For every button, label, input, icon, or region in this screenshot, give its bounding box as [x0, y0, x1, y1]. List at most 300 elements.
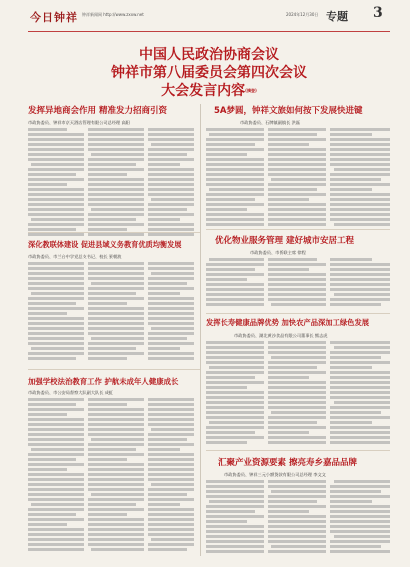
body-text-line — [88, 317, 144, 320]
article-body-lawedu-col2 — [88, 398, 144, 556]
body-text-line — [148, 488, 194, 491]
body-text-line — [88, 267, 144, 270]
body-text-line — [91, 493, 144, 496]
body-text-line — [330, 381, 390, 384]
body-text-line — [148, 158, 194, 161]
article-title-longevity: 发挥长寿健康品牌优势 加快农产品深加工绿色发展 — [206, 318, 370, 327]
body-text-line — [28, 277, 84, 280]
body-text-line — [28, 398, 84, 401]
body-text-line — [268, 495, 326, 498]
body-text-line — [330, 278, 390, 281]
article-title-lawedu: 加强学校法治教育工作 护航未成年人健康成长 — [28, 377, 179, 386]
body-text-line — [209, 133, 264, 136]
body-text-line — [330, 273, 390, 276]
body-text-line — [206, 510, 255, 513]
body-text-line — [268, 366, 317, 369]
article-title-industry: 汇聚产业资源要素 擦亮寿乡嘉品品牌 — [218, 458, 357, 468]
body-text-line — [209, 366, 264, 369]
body-text-line — [28, 493, 84, 496]
body-text-line — [334, 223, 390, 226]
body-text-line — [206, 223, 264, 226]
body-text-line — [330, 268, 390, 271]
body-text-line — [28, 352, 84, 355]
body-text-line — [330, 490, 381, 493]
body-text-line — [330, 441, 390, 444]
body-text-line — [148, 508, 194, 511]
body-text-line — [148, 468, 194, 471]
body-text-line — [151, 428, 194, 431]
body-text-line — [268, 143, 309, 146]
article-title-property: 优化物业服务管理 建好城市安居工程 — [215, 236, 354, 246]
body-text-line — [28, 287, 84, 290]
body-text-line — [151, 483, 194, 486]
body-text-line — [91, 548, 144, 551]
body-text-line — [268, 540, 326, 543]
body-text-line — [206, 218, 264, 221]
body-text-line — [268, 341, 326, 344]
body-text-line — [206, 183, 264, 186]
body-text-line — [148, 297, 194, 300]
body-text-line — [148, 292, 180, 295]
body-text-line — [88, 163, 136, 166]
body-text-line — [148, 138, 194, 141]
body-text-line — [330, 298, 390, 301]
body-text-line — [268, 213, 326, 216]
article-body-education-col1 — [28, 262, 84, 366]
body-text-line — [330, 303, 381, 306]
body-text-line — [206, 203, 264, 206]
body-text-line — [88, 143, 144, 146]
body-text-line — [206, 173, 264, 176]
body-text-line — [88, 183, 144, 186]
body-text-line — [88, 327, 144, 330]
body-text-line — [206, 401, 264, 404]
body-text-line — [148, 203, 194, 206]
body-text-line — [268, 480, 326, 483]
article-body-lawedu-col1 — [28, 398, 84, 556]
body-text-line — [88, 218, 136, 221]
body-text-line — [88, 193, 144, 196]
body-text-line — [28, 228, 76, 231]
headline-line-3-text: 大会发言内容 — [161, 83, 246, 99]
body-text-line — [330, 371, 390, 374]
body-text-line — [206, 283, 264, 286]
body-text-line — [28, 543, 84, 546]
body-text-line — [88, 528, 144, 531]
body-text-line — [28, 332, 84, 335]
body-text-line — [151, 327, 194, 330]
body-text-line — [209, 188, 264, 191]
article-title-tourism: 5A梦圆，钟祥文旅如何按下发展快进键 — [214, 106, 363, 116]
body-text-line — [148, 413, 194, 416]
body-text-line — [206, 128, 264, 131]
body-text-line — [88, 498, 144, 501]
body-text-line — [330, 436, 390, 439]
body-text-line — [330, 386, 390, 389]
body-text-line — [206, 550, 264, 553]
body-text-line — [28, 262, 84, 265]
body-text-line — [88, 307, 144, 310]
body-text-line — [268, 525, 326, 528]
body-text-line — [206, 411, 264, 414]
body-text-line — [268, 406, 326, 409]
body-text-line — [88, 473, 144, 476]
body-text-line — [28, 513, 76, 516]
body-text-line — [148, 267, 194, 270]
body-text-line — [31, 163, 84, 166]
article-body-industry-col2 — [268, 480, 326, 556]
body-text-line — [28, 468, 67, 471]
body-text-line — [88, 292, 136, 295]
body-text-line — [88, 423, 144, 426]
body-text-line — [148, 287, 194, 290]
body-text-line — [28, 433, 84, 436]
body-text-line — [206, 341, 264, 344]
body-text-line — [28, 408, 84, 411]
body-text-line — [28, 473, 84, 476]
header-rule — [28, 31, 390, 32]
body-text-line — [88, 347, 136, 350]
body-text-line — [88, 332, 144, 335]
headline-note: (摘登) — [245, 88, 257, 93]
body-text-line — [268, 218, 326, 221]
body-text-line — [148, 228, 194, 231]
body-text-line — [28, 463, 84, 466]
body-text-line — [206, 293, 264, 296]
body-text-line — [268, 193, 326, 196]
article-body-tourism-col3 — [330, 128, 390, 228]
body-text-line — [268, 391, 326, 394]
body-text-line — [88, 453, 144, 456]
body-text-line — [28, 267, 84, 270]
site-url: 钟祥新闻网 http://www.zxxw.net — [82, 12, 144, 17]
body-text-line — [330, 431, 390, 434]
body-text-line — [148, 503, 180, 506]
body-text-line — [88, 533, 144, 536]
body-text-line — [206, 213, 264, 216]
body-text-line — [31, 347, 84, 350]
body-text-line — [88, 352, 144, 355]
body-text-line — [88, 518, 144, 521]
body-text-line — [206, 303, 264, 306]
body-text-line — [91, 208, 144, 211]
body-text-line — [88, 413, 144, 416]
body-text-line — [271, 178, 326, 181]
body-text-line — [330, 158, 390, 161]
body-text-line — [88, 198, 144, 201]
body-text-line — [206, 371, 264, 374]
body-text-line — [28, 533, 84, 536]
body-text-line — [330, 396, 390, 399]
article-body-longevity-col2 — [268, 341, 326, 446]
article-body-industry-col3 — [330, 480, 390, 556]
body-text-line — [206, 545, 264, 548]
body-text-line — [268, 371, 326, 374]
body-text-line — [209, 500, 264, 503]
body-text-line — [330, 525, 390, 528]
body-text-line — [330, 173, 390, 176]
body-text-line — [330, 540, 390, 543]
body-text-line — [206, 431, 255, 434]
body-text-line — [268, 535, 326, 538]
body-text-line — [28, 307, 84, 310]
body-text-line — [206, 198, 255, 201]
body-text-line — [148, 347, 180, 350]
body-text-line — [28, 282, 84, 285]
body-text-line — [330, 545, 381, 548]
body-text-line — [88, 433, 144, 436]
body-text-line — [88, 158, 144, 161]
body-text-line — [88, 538, 144, 541]
body-text-line — [206, 361, 264, 364]
body-text-line — [28, 443, 84, 446]
body-text-line — [88, 322, 144, 325]
article-divider — [28, 232, 200, 233]
body-text-line — [268, 426, 326, 429]
article-body-lawedu-col3 — [148, 398, 194, 556]
article-body-tourism-col2 — [268, 128, 326, 228]
body-text-line — [206, 530, 264, 533]
body-text-line — [330, 500, 372, 503]
body-text-line — [268, 148, 326, 151]
body-text-line — [268, 223, 326, 226]
body-text-line — [91, 438, 144, 441]
body-text-line — [28, 498, 84, 501]
body-text-line — [268, 173, 326, 176]
body-text-line — [31, 503, 84, 506]
body-text-line — [148, 168, 194, 171]
body-text-line — [271, 303, 326, 306]
body-text-line — [268, 293, 326, 296]
article-body-education-col3 — [148, 262, 194, 366]
body-text-line — [148, 403, 194, 406]
column-divider — [200, 104, 201, 556]
body-text-line — [330, 485, 390, 488]
body-text-line — [148, 433, 194, 436]
body-text-line — [330, 495, 390, 498]
body-text-line — [28, 312, 67, 315]
body-text-line — [91, 337, 144, 340]
article-body-longevity-col1 — [206, 341, 264, 446]
body-text-line — [28, 458, 76, 461]
body-text-line — [268, 188, 317, 191]
body-text-line — [148, 282, 187, 285]
body-text-line — [28, 138, 84, 141]
body-text-line — [91, 153, 144, 156]
body-text-line — [330, 128, 390, 131]
body-text-line — [28, 128, 67, 131]
body-text-line — [148, 153, 187, 156]
body-text-line — [330, 153, 390, 156]
article-body-business-col3 — [148, 128, 194, 240]
body-text-line — [148, 337, 187, 340]
body-text-line — [330, 426, 390, 429]
body-text-line — [28, 453, 84, 456]
body-text-line — [28, 548, 84, 551]
body-text-line — [88, 138, 144, 141]
body-text-line — [206, 168, 264, 171]
body-text-line — [28, 488, 84, 491]
body-text-line — [28, 302, 76, 305]
body-text-line — [206, 208, 247, 211]
body-text-line — [88, 262, 144, 265]
body-text-line — [88, 297, 144, 300]
body-text-line — [148, 438, 187, 441]
body-text-line — [268, 163, 326, 166]
body-text-line — [88, 128, 144, 131]
body-text-line — [330, 138, 390, 141]
body-text-line — [88, 272, 144, 275]
body-text-line — [206, 391, 264, 394]
body-text-line — [330, 218, 390, 221]
body-text-line — [148, 317, 194, 320]
body-text-line — [88, 403, 127, 406]
body-text-line — [271, 545, 326, 548]
body-text-line — [151, 198, 194, 201]
body-text-line — [148, 233, 194, 236]
body-text-line — [148, 262, 194, 265]
body-text-line — [206, 525, 264, 528]
article-byline-education: 市政协委员、市兰台中学党总支书记、校长 景朝波 — [28, 254, 122, 259]
body-text-line — [206, 158, 264, 161]
body-text-line — [330, 550, 390, 553]
body-text-line — [88, 312, 144, 315]
article-title-education: 深化教联体建设 促进县域义务教育优质均衡发展 — [28, 240, 182, 249]
body-text-line — [206, 138, 264, 141]
body-text-line — [268, 263, 326, 266]
body-text-line — [28, 203, 84, 206]
body-text-line — [88, 228, 127, 231]
body-text-line — [28, 297, 84, 300]
article-byline-lawedu: 市政协委员、市公安局督察大队副大队长 成虹 — [28, 390, 114, 395]
body-text-line — [206, 505, 264, 508]
body-text-line — [88, 483, 144, 486]
body-text-line — [28, 233, 84, 236]
body-text-line — [206, 153, 247, 156]
article-body-business-col1 — [28, 128, 84, 240]
body-text-line — [28, 223, 84, 226]
body-text-line — [206, 298, 264, 301]
body-text-line — [330, 163, 390, 166]
body-text-line — [268, 351, 326, 354]
body-text-line — [148, 188, 194, 191]
article-divider — [206, 450, 390, 451]
article-byline-longevity: 市政协委员、湖北黄沙食品有限公司董事长 熊志虎 — [234, 333, 328, 338]
body-text-line — [206, 143, 255, 146]
body-text-line — [209, 258, 264, 261]
body-text-line — [268, 128, 326, 131]
body-text-line — [148, 302, 194, 305]
body-text-line — [148, 148, 194, 151]
body-text-line — [88, 287, 144, 290]
body-text-line — [151, 143, 194, 146]
body-text-line — [330, 361, 390, 364]
body-text-line — [88, 468, 144, 471]
headline-line-1: 中国人民政治协商会议 — [139, 47, 279, 63]
article-divider — [206, 313, 390, 314]
body-text-line — [268, 401, 326, 404]
body-text-line — [206, 520, 247, 523]
body-text-line — [148, 453, 194, 456]
article-title-business: 发挥异地商会作用 精准发力招商引资 — [28, 106, 167, 116]
body-text-line — [148, 178, 194, 181]
body-text-line — [330, 143, 390, 146]
body-text-line — [148, 193, 194, 196]
body-text-line — [148, 478, 194, 481]
body-text-line — [31, 448, 84, 451]
body-text-line — [268, 203, 326, 206]
body-text-line — [268, 153, 326, 156]
article-byline-tourism: 市政协委员、石牌镇副镇长 洪磊 — [240, 120, 300, 125]
body-text-line — [268, 485, 326, 488]
body-text-line — [28, 143, 84, 146]
body-text-line — [206, 396, 264, 399]
article-body-education-col2 — [88, 262, 144, 366]
body-text-line — [148, 418, 194, 421]
body-text-line — [148, 322, 194, 325]
body-text-line — [88, 463, 144, 466]
body-text-line — [88, 448, 136, 451]
body-text-line — [88, 428, 144, 431]
body-text-line — [334, 480, 390, 483]
body-text-line — [206, 490, 264, 493]
body-text-line — [148, 183, 194, 186]
body-text-line — [268, 133, 317, 136]
body-text-line — [148, 408, 194, 411]
body-text-line — [28, 342, 84, 345]
body-text-line — [28, 357, 76, 360]
body-text-line — [206, 515, 264, 518]
body-text-line — [330, 421, 372, 424]
body-text-line — [268, 500, 317, 503]
body-text-line — [268, 208, 326, 211]
body-text-line — [148, 543, 194, 546]
body-text-line — [268, 520, 326, 523]
body-text-line — [268, 198, 309, 201]
body-text-line — [28, 523, 67, 526]
body-text-line — [268, 268, 309, 271]
body-text-line — [28, 528, 84, 531]
article-body-property-col2 — [268, 258, 326, 310]
body-text-line — [206, 351, 264, 354]
body-text-line — [330, 510, 390, 513]
body-text-line — [330, 213, 390, 216]
body-text-line — [148, 548, 187, 551]
body-text-line — [206, 495, 264, 498]
body-text-line — [88, 173, 127, 176]
body-text-line — [28, 183, 67, 186]
body-text-line — [148, 277, 194, 280]
body-text-line — [28, 518, 84, 521]
body-text-line — [330, 406, 390, 409]
body-text-line — [206, 376, 255, 379]
body-text-line — [206, 406, 264, 409]
body-text-line — [88, 148, 144, 151]
body-text-line — [148, 218, 180, 221]
body-text-line — [88, 418, 144, 421]
body-text-line — [88, 233, 144, 236]
body-text-line — [330, 356, 381, 359]
body-text-line — [330, 515, 390, 518]
body-text-line — [28, 327, 84, 330]
section-name: 专题 — [326, 10, 348, 23]
body-text-line — [268, 278, 326, 281]
body-text-line — [28, 158, 84, 161]
body-text-line — [206, 426, 264, 429]
article-body-business-col2 — [88, 128, 144, 240]
body-text-line — [268, 283, 326, 286]
body-text-line — [148, 473, 194, 476]
